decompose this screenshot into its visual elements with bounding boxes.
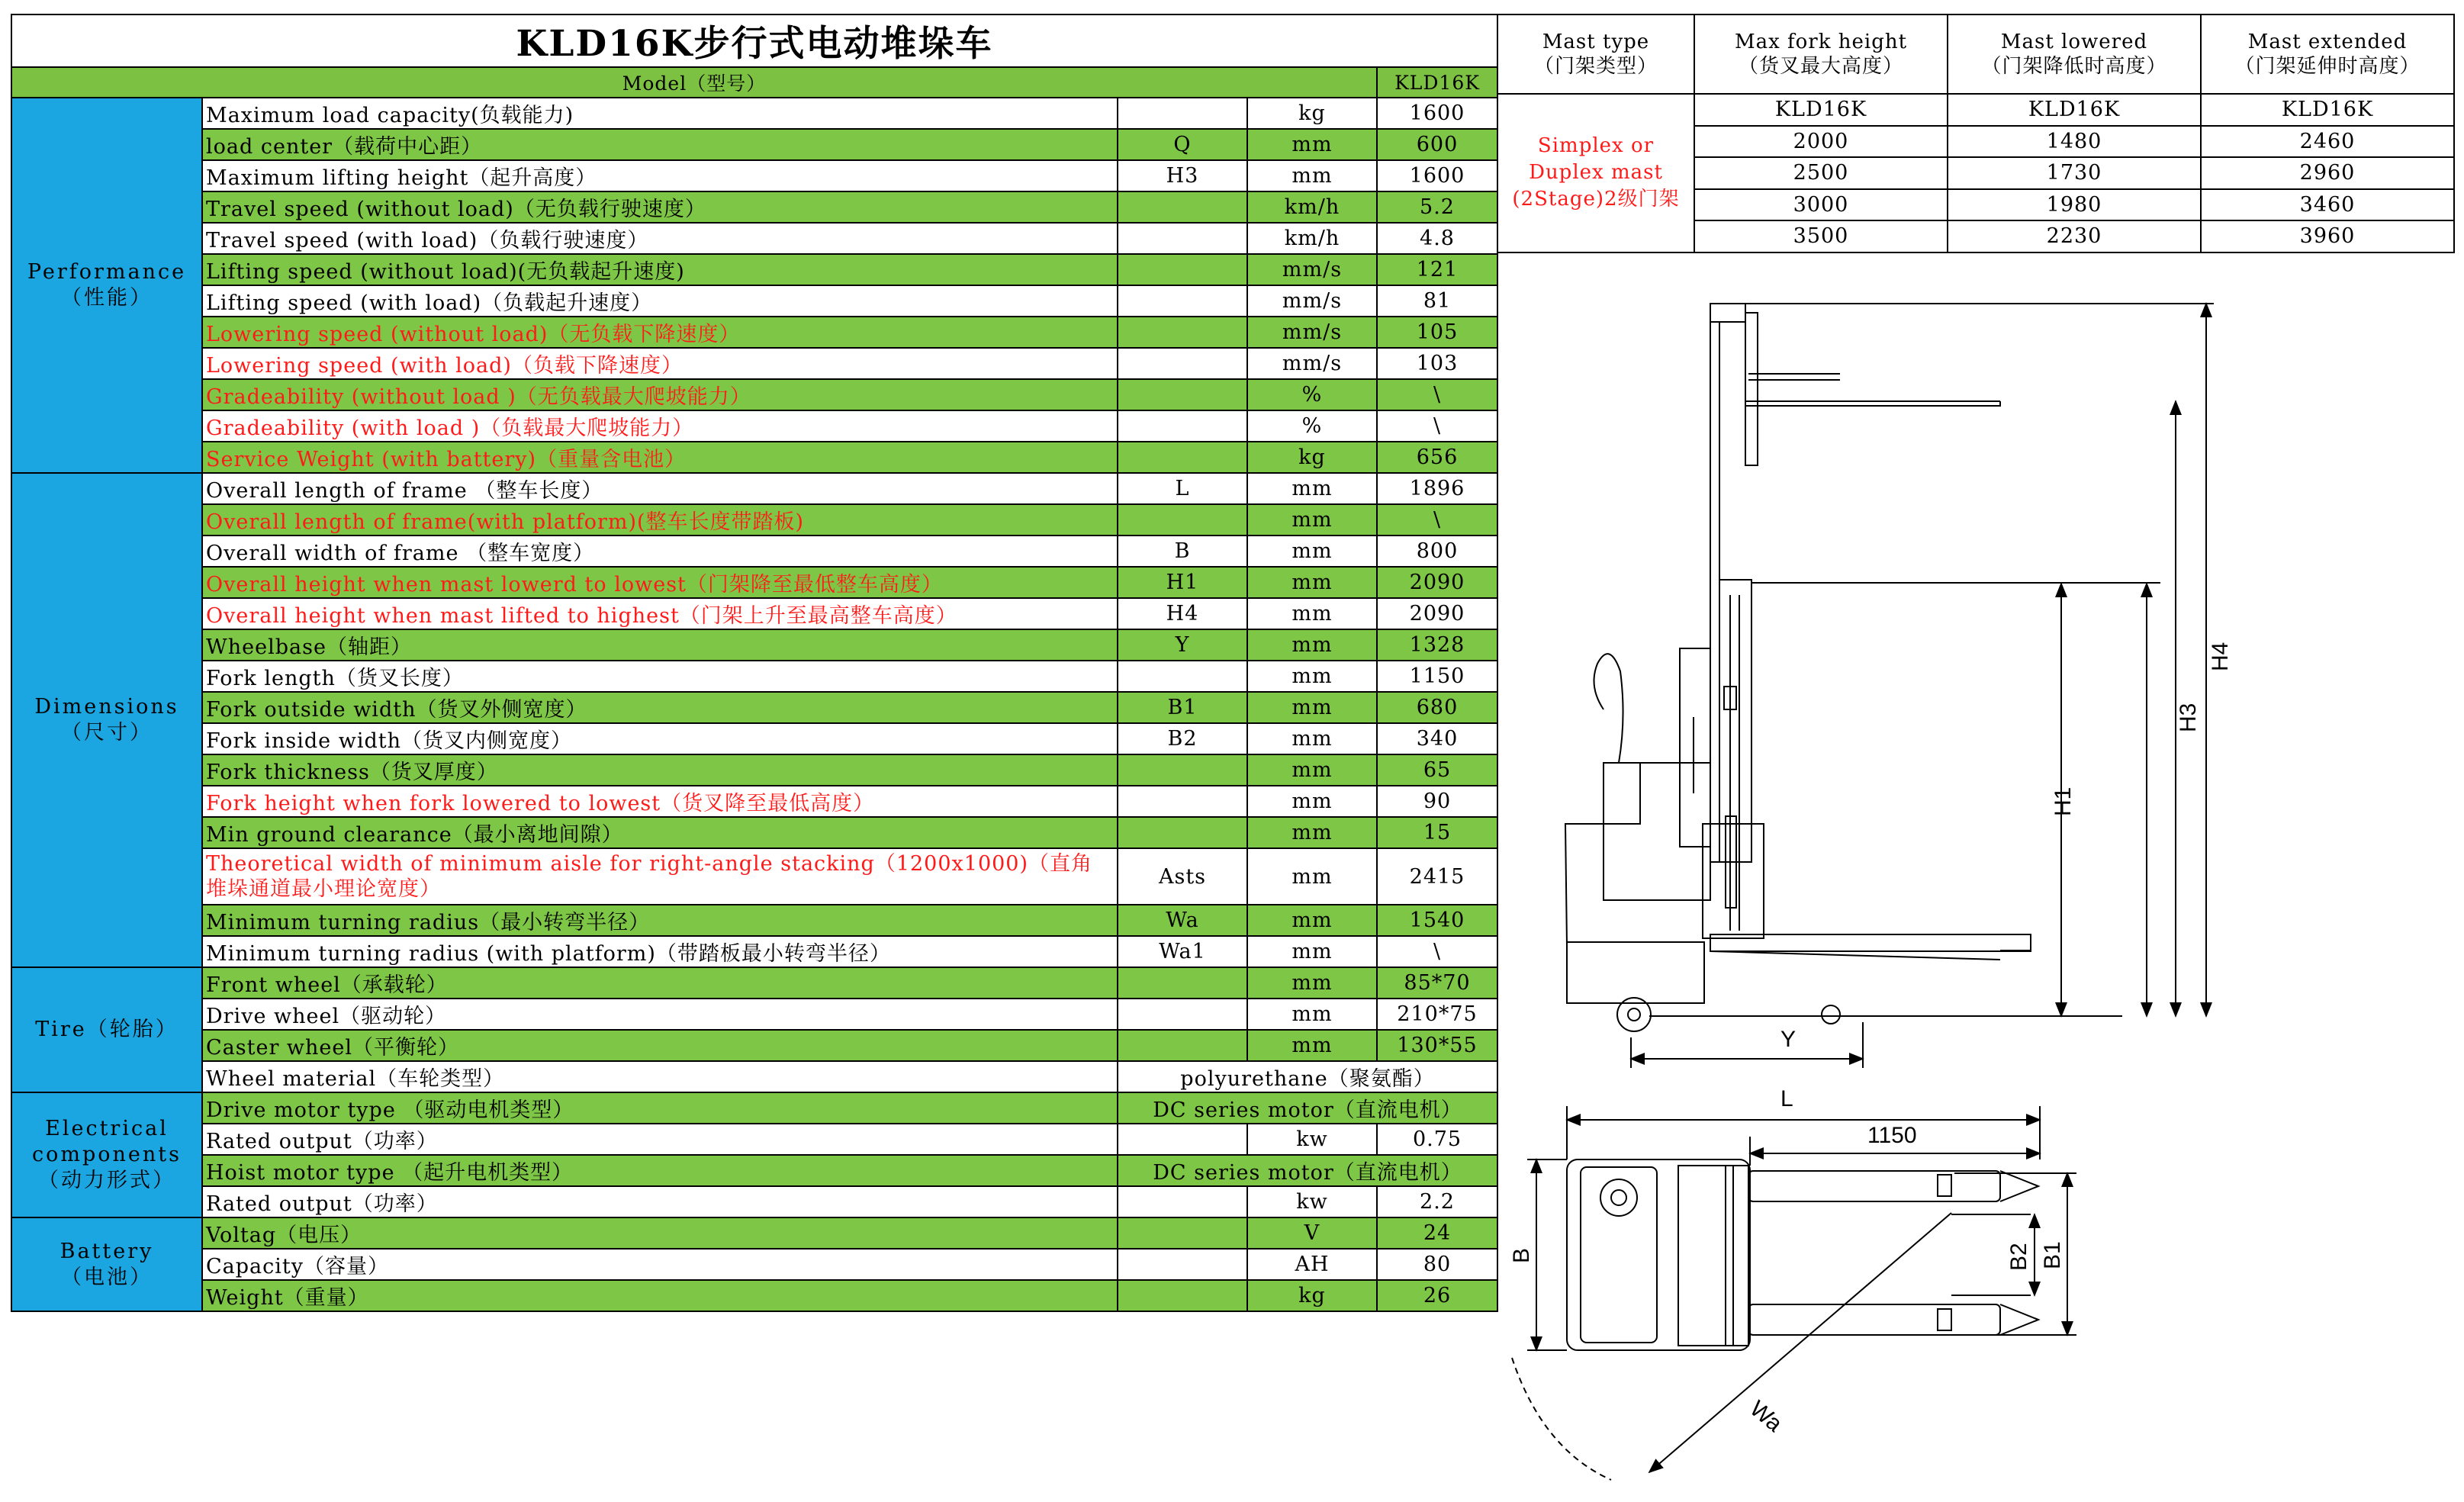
spec-symbol: B2 <box>1118 723 1247 754</box>
model-label: Model（型号） <box>11 67 1377 98</box>
spec-symbol <box>1118 1280 1247 1311</box>
spec-symbol <box>1118 379 1247 410</box>
spec-item-label: Fork inside width（货叉内侧宽度） <box>202 723 1118 754</box>
spec-row <box>11 936 1497 967</box>
spec-value: 800 <box>1377 536 1497 567</box>
spec-value: 680 <box>1377 692 1497 723</box>
spec-symbol: L <box>1118 473 1247 504</box>
spec-item-label: Theoretical width of minimum aisle for right-angle stacking（1200x1000)（直角堆垛通道最小理论宽度） <box>202 848 1118 905</box>
spec-row <box>11 692 1497 723</box>
h1-label: H1 <box>2051 786 2076 816</box>
mast-cell: 2500 <box>1694 157 1948 189</box>
spec-symbol: Asts <box>1118 848 1247 905</box>
spec-unit: AH <box>1247 1249 1377 1280</box>
section-label: Electrical components （动力形式） <box>11 1092 202 1217</box>
mast-model-cell: KLD16K <box>1948 94 2201 126</box>
mast-cell: 2460 <box>2201 126 2454 158</box>
b2-label: B2 <box>2006 1243 2031 1271</box>
mast-model-cell: KLD16K <box>1694 94 1948 126</box>
spec-unit: kw <box>1247 1124 1377 1155</box>
spec-item-label: Fork thickness（货叉厚度） <box>202 754 1118 786</box>
spec-symbol <box>1118 967 1247 999</box>
spec-row <box>11 317 1497 348</box>
spec-value: 1896 <box>1377 473 1497 504</box>
spec-row <box>11 473 1497 504</box>
mast-table <box>1497 14 2455 253</box>
spec-item-label: Overall height when mast lowerd to lowest（门架降至最低整车高度） <box>202 567 1118 598</box>
spec-row <box>11 905 1497 936</box>
spec-symbol <box>1118 348 1247 379</box>
spec-value: \ <box>1377 504 1497 536</box>
spec-symbol <box>1118 410 1247 442</box>
spec-item-label: Maximum load capacity(负载能力) <box>202 98 1118 129</box>
spec-row <box>11 1249 1497 1280</box>
spec-value: 65 <box>1377 754 1497 786</box>
spec-row <box>11 723 1497 754</box>
spec-item-label: Overall length of frame （整车长度） <box>202 473 1118 504</box>
spec-row <box>11 254 1497 285</box>
spec-row <box>11 504 1497 536</box>
spec-item-label: Overall height when mast lifted to highest（门架上升至最高整车高度） <box>202 598 1118 629</box>
spec-row <box>11 1186 1497 1217</box>
spec-unit: kg <box>1247 98 1377 129</box>
spec-item-label: Overall length of frame(with platform)(整车长度带踏板) <box>202 504 1118 536</box>
spec-value: 1600 <box>1377 98 1497 129</box>
spec-unit: km/h <box>1247 191 1377 223</box>
spec-symbol: H1 <box>1118 567 1247 598</box>
spec-symbol <box>1118 442 1247 473</box>
spec-item-label: Fork length（货叉长度） <box>202 661 1118 692</box>
section-label: Performance （性能） <box>11 98 202 473</box>
section-label: Dimensions （尺寸） <box>11 473 202 967</box>
mast-cell: 1730 <box>1948 157 2201 189</box>
spec-unit: km/h <box>1247 223 1377 254</box>
wa-label: Wa <box>1745 1396 1787 1437</box>
spec-unit: mm <box>1247 999 1377 1030</box>
mast-header-type: Mast type （门架类型） <box>1497 14 1694 94</box>
spec-merged-value: DC series motor（直流电机） <box>1118 1155 1497 1186</box>
spec-unit: mm <box>1247 661 1377 692</box>
spec-value: 600 <box>1377 129 1497 160</box>
spec-symbol: B1 <box>1118 692 1247 723</box>
spec-item-label: Wheelbase（轴距） <box>202 629 1118 661</box>
spec-unit: mm <box>1247 567 1377 598</box>
spec-item-label: Drive motor type （驱动电机类型） <box>202 1092 1118 1124</box>
spec-value: 4.8 <box>1377 223 1497 254</box>
spec-row <box>11 410 1497 442</box>
spec-item-label: Weight（重量） <box>202 1280 1118 1311</box>
spec-value: 15 <box>1377 817 1497 848</box>
spec-value: 340 <box>1377 723 1497 754</box>
spec-value: 1540 <box>1377 905 1497 936</box>
mast-cell: 2960 <box>2201 157 2454 189</box>
h3-label: H3 <box>2176 703 2201 732</box>
spec-unit: mm <box>1247 967 1377 999</box>
spec-symbol <box>1118 317 1247 348</box>
spec-row <box>11 1280 1497 1311</box>
spec-row <box>11 567 1497 598</box>
mast-model-cell: KLD16K <box>2201 94 2454 126</box>
y-label: Y <box>1780 1027 1797 1052</box>
section-label: Battery （电池） <box>11 1217 202 1311</box>
spec-unit: mm/s <box>1247 285 1377 317</box>
spec-value: 26 <box>1377 1280 1497 1311</box>
spec-unit: mm <box>1247 692 1377 723</box>
spec-item-label: Minimum turning radius（最小转弯半径） <box>202 905 1118 936</box>
spec-row <box>11 598 1497 629</box>
spec-unit: kw <box>1247 1186 1377 1217</box>
spec-value: 1328 <box>1377 629 1497 661</box>
spec-item-label: Drive wheel（驱动轮） <box>202 999 1118 1030</box>
spec-symbol <box>1118 504 1247 536</box>
spec-row <box>11 129 1497 160</box>
side-view-drawing <box>1565 304 2160 1031</box>
spec-item-label: Lowering speed (without load)（无负载下降速度） <box>202 317 1118 348</box>
spec-symbol <box>1118 817 1247 848</box>
spec-unit: mm <box>1247 473 1377 504</box>
spec-row <box>11 754 1497 786</box>
spec-symbol: B <box>1118 536 1247 567</box>
spec-symbol <box>1118 285 1247 317</box>
spec-row <box>11 848 1497 905</box>
spec-unit: % <box>1247 410 1377 442</box>
spec-item-label: Gradeability (with load )（负载最大爬坡能力） <box>202 410 1118 442</box>
mast-header-max-fork: Max fork height （货叉最大高度） <box>1694 14 1948 94</box>
spec-value: 80 <box>1377 1249 1497 1280</box>
spec-value: 2.2 <box>1377 1186 1497 1217</box>
spec-item-label: Lifting speed (with load)（负载起升速度） <box>202 285 1118 317</box>
spec-value: 24 <box>1377 1217 1497 1249</box>
spec-item-label: Overall width of frame （整车宽度） <box>202 536 1118 567</box>
spec-row <box>11 1124 1497 1155</box>
spec-row <box>11 1155 1497 1186</box>
spec-symbol: Wa <box>1118 905 1247 936</box>
spec-value: 2090 <box>1377 567 1497 598</box>
spec-value: \ <box>1377 936 1497 967</box>
h4-label: H4 <box>2208 642 2233 671</box>
mast-cell: 2230 <box>1948 220 2201 252</box>
spec-row <box>11 999 1497 1030</box>
spec-row <box>11 536 1497 567</box>
spec-value: \ <box>1377 379 1497 410</box>
spec-value: 1600 <box>1377 160 1497 191</box>
spec-symbol <box>1118 191 1247 223</box>
spec-item-label: Caster wheel（平衡轮） <box>202 1030 1118 1061</box>
mast-cell: 3500 <box>1694 220 1948 252</box>
spec-unit: V <box>1247 1217 1377 1249</box>
spec-value: 103 <box>1377 348 1497 379</box>
mast-header-lowered: Mast lowered （门架降低时高度） <box>1948 14 2201 94</box>
spec-value: \ <box>1377 410 1497 442</box>
spec-unit: mm <box>1247 754 1377 786</box>
mast-cell: 2000 <box>1694 126 1948 158</box>
spec-item-label: Travel speed (without load)（无负载行驶速度） <box>202 191 1118 223</box>
spec-value: 210*75 <box>1377 999 1497 1030</box>
spec-row <box>11 442 1497 473</box>
spec-unit: mm <box>1247 1030 1377 1061</box>
spec-unit: mm/s <box>1247 254 1377 285</box>
spec-row <box>11 967 1497 999</box>
spec-row <box>11 1217 1497 1249</box>
spec-symbol <box>1118 1124 1247 1155</box>
stacker-technical-drawing <box>1497 290 2458 1495</box>
spec-unit: % <box>1247 379 1377 410</box>
spec-symbol <box>1118 1217 1247 1249</box>
spec-unit: mm <box>1247 504 1377 536</box>
spec-item-label: Fork height when fork lowered to lowest（货叉降至最低高度） <box>202 786 1118 817</box>
spec-unit: mm <box>1247 905 1377 936</box>
spec-symbol <box>1118 254 1247 285</box>
spec-symbol <box>1118 1186 1247 1217</box>
spec-row <box>11 786 1497 817</box>
spec-unit: mm <box>1247 536 1377 567</box>
fork-length-label: 1150 <box>1867 1123 1917 1148</box>
spec-value: 85*70 <box>1377 967 1497 999</box>
spec-symbol <box>1118 1030 1247 1061</box>
spec-symbol <box>1118 661 1247 692</box>
spec-row <box>11 817 1497 848</box>
spec-symbol: H3 <box>1118 160 1247 191</box>
spec-item-label: Fork outside width（货叉外侧宽度） <box>202 692 1118 723</box>
spec-item-label: Maximum lifting height（起升高度） <box>202 160 1118 191</box>
mast-type-label: Simplex or Duplex mast (2Stage)2级门架 <box>1497 94 1694 252</box>
spec-unit: mm <box>1247 786 1377 817</box>
spec-symbol: Y <box>1118 629 1247 661</box>
top-view-drawing <box>1567 1159 2076 1350</box>
spec-row <box>11 98 1497 129</box>
b1-label: B1 <box>2040 1241 2065 1269</box>
spec-item-label: Service Weight (with battery)（重量含电池） <box>202 442 1118 473</box>
spec-row <box>11 629 1497 661</box>
spec-item-label: Hoist motor type （起升电机类型） <box>202 1155 1118 1186</box>
spec-row <box>11 1061 1497 1092</box>
spec-item-label: Lifting speed (without load)(无负载起升速度) <box>202 254 1118 285</box>
spec-item-label: Rated output（功率） <box>202 1124 1118 1155</box>
spec-item-label: load center（载荷中心距） <box>202 129 1118 160</box>
spec-symbol: H4 <box>1118 598 1247 629</box>
spec-merged-value: polyurethane（聚氨酯） <box>1118 1061 1497 1092</box>
spec-value: 130*55 <box>1377 1030 1497 1061</box>
spec-unit: mm/s <box>1247 317 1377 348</box>
mast-cell: 3460 <box>2201 189 2454 221</box>
spec-row <box>11 379 1497 410</box>
section-label: Tire（轮胎） <box>11 967 202 1092</box>
spec-row <box>11 1030 1497 1061</box>
spec-row <box>11 191 1497 223</box>
spec-value: 1150 <box>1377 661 1497 692</box>
spec-symbol <box>1118 754 1247 786</box>
spec-item-label: Rated output（功率） <box>202 1186 1118 1217</box>
spec-value: 81 <box>1377 285 1497 317</box>
spec-table <box>11 14 1498 1312</box>
mast-cell: 3000 <box>1694 189 1948 221</box>
spec-unit: mm <box>1247 936 1377 967</box>
spec-unit: mm <box>1247 629 1377 661</box>
spec-value: 2090 <box>1377 598 1497 629</box>
spec-item-label: Minimum turning radius (with platform)（带踏板最小转弯半径） <box>202 936 1118 967</box>
spec-item-label: Min ground clearance（最小离地间隙） <box>202 817 1118 848</box>
spec-item-label: Gradeability (without load )（无负载最大爬坡能力） <box>202 379 1118 410</box>
spec-item-label: Wheel material（车轮类型） <box>202 1061 1118 1092</box>
spec-row <box>11 223 1497 254</box>
spec-value: 90 <box>1377 786 1497 817</box>
spec-item-label: Front wheel（承载轮） <box>202 967 1118 999</box>
spec-value: 121 <box>1377 254 1497 285</box>
page-title: KLD16K步行式电动堆垛车 <box>11 14 1497 67</box>
spec-unit: mm <box>1247 160 1377 191</box>
spec-merged-value: DC series motor（直流电机） <box>1118 1092 1497 1124</box>
mast-cell: 3960 <box>2201 220 2454 252</box>
spec-item-label: Travel speed (with load)（负载行驶速度） <box>202 223 1118 254</box>
spec-value: 656 <box>1377 442 1497 473</box>
spec-symbol <box>1118 786 1247 817</box>
spec-value: 2415 <box>1377 848 1497 905</box>
spec-item-label: Capacity（容量） <box>202 1249 1118 1280</box>
spec-symbol: Q <box>1118 129 1247 160</box>
spec-row <box>11 285 1497 317</box>
spec-item-label: Voltag（电压） <box>202 1217 1118 1249</box>
spec-unit: mm <box>1247 129 1377 160</box>
spec-value: 0.75 <box>1377 1124 1497 1155</box>
spec-row <box>11 661 1497 692</box>
spec-unit: mm <box>1247 723 1377 754</box>
model-value: KLD16K <box>1377 67 1497 98</box>
spec-row <box>11 348 1497 379</box>
spec-symbol <box>1118 999 1247 1030</box>
mast-cell: 1480 <box>1948 126 2201 158</box>
spec-unit: mm/s <box>1247 348 1377 379</box>
spec-value: 5.2 <box>1377 191 1497 223</box>
spec-symbol <box>1118 1249 1247 1280</box>
spec-symbol <box>1118 223 1247 254</box>
spec-row <box>11 160 1497 191</box>
spec-symbol: Wa1 <box>1118 936 1247 967</box>
spec-item-label: Lowering speed (with load)（负载下降速度） <box>202 348 1118 379</box>
spec-unit: mm <box>1247 598 1377 629</box>
mast-cell: 1980 <box>1948 189 2201 221</box>
mast-header-extended: Mast extended （门架延伸时高度） <box>2201 14 2454 94</box>
spec-symbol <box>1118 98 1247 129</box>
spec-unit: kg <box>1247 1280 1377 1311</box>
spec-row <box>11 1092 1497 1124</box>
b-label: B <box>1509 1247 1534 1263</box>
spec-unit: kg <box>1247 442 1377 473</box>
l-label: L <box>1780 1086 1793 1111</box>
spec-unit: mm <box>1247 817 1377 848</box>
spec-unit: mm <box>1247 848 1377 905</box>
spec-value: 105 <box>1377 317 1497 348</box>
